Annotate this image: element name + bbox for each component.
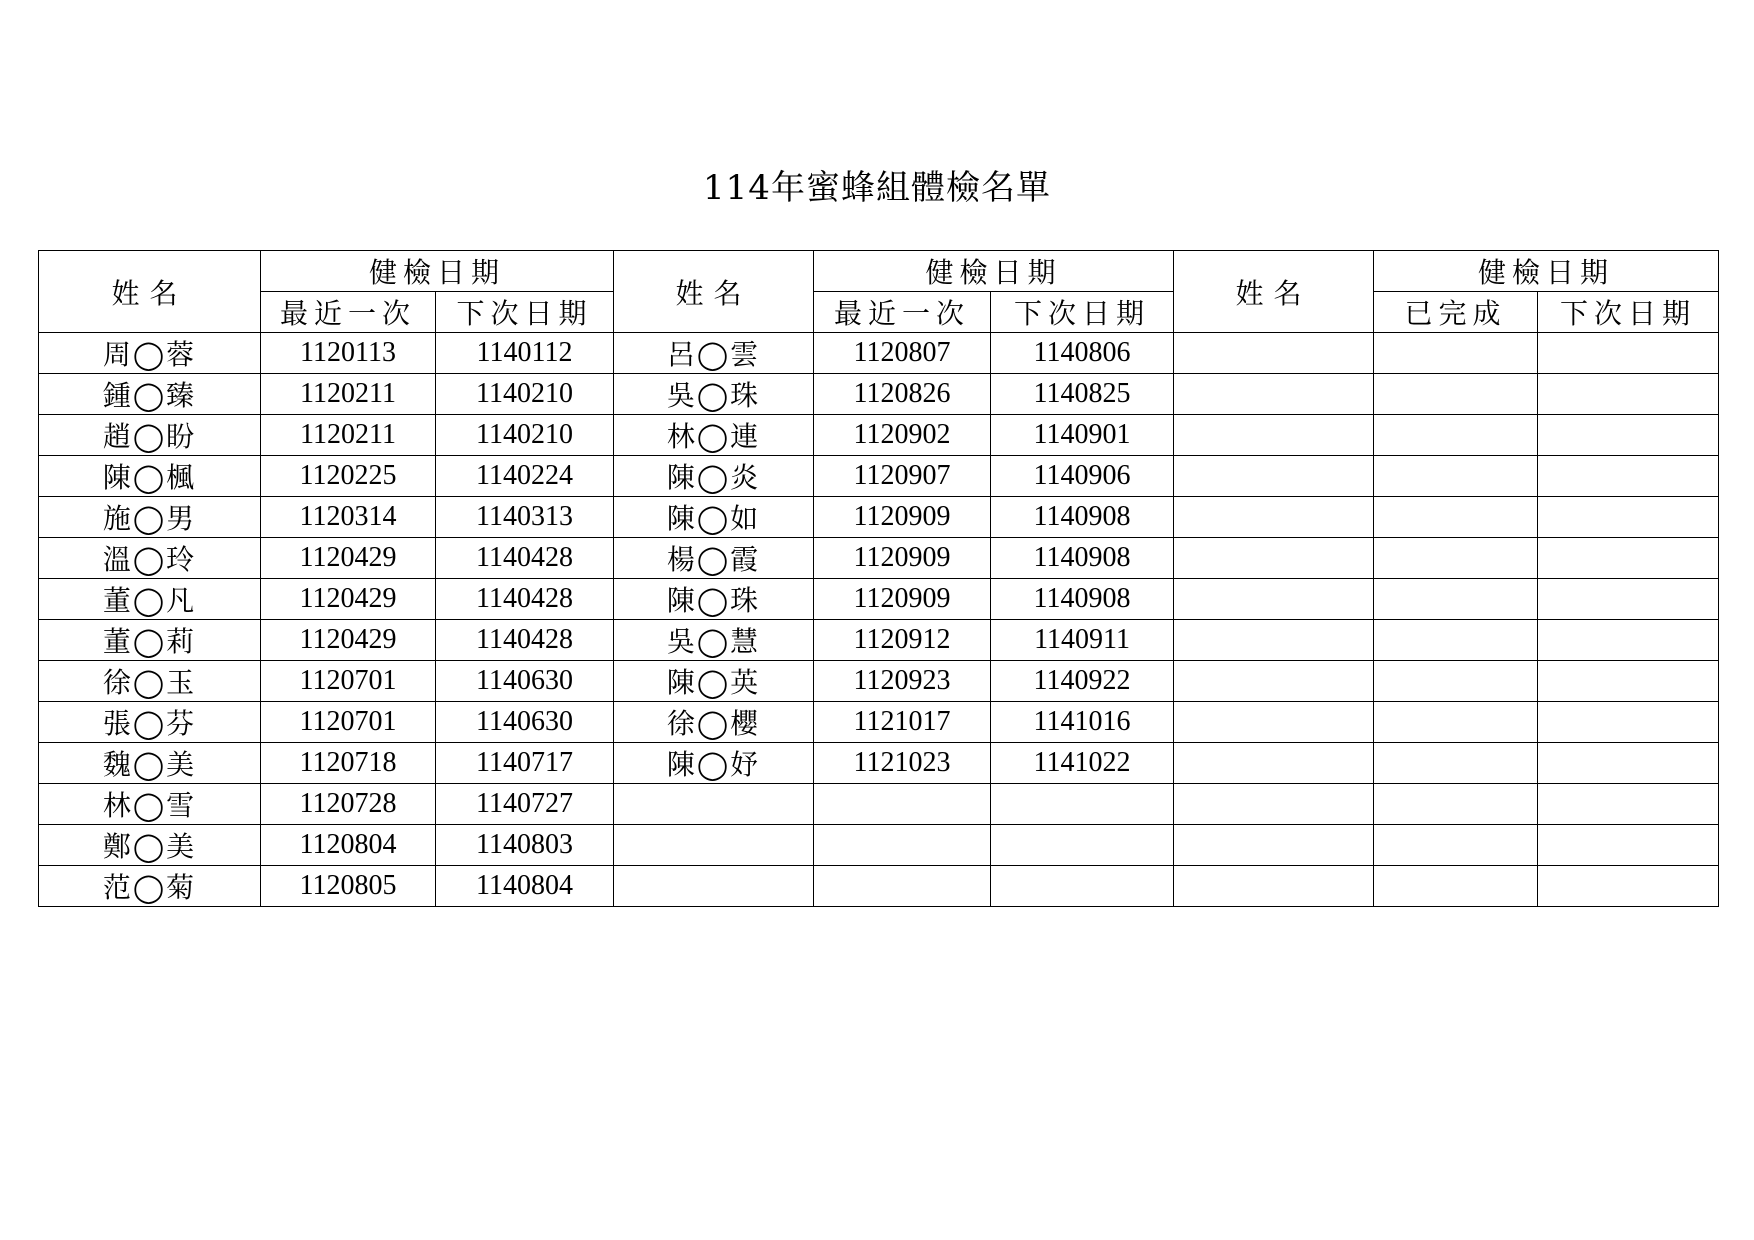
member-name-cell — [1174, 620, 1374, 661]
last-exam-date-cell: 1120826 — [814, 374, 991, 415]
table-row — [39, 579, 1719, 620]
next-exam-date-cell — [1538, 456, 1719, 497]
member-name-cell: 徐◯櫻 — [614, 702, 814, 743]
done-date-cell — [1374, 743, 1538, 784]
next-exam-date-cell — [1538, 661, 1719, 702]
last-exam-date-cell — [814, 784, 991, 825]
last-exam-date-cell: 1120909 — [814, 538, 991, 579]
member-name-cell: 呂◯雲 — [614, 333, 814, 374]
member-name-cell: 陳◯珠 — [614, 579, 814, 620]
next-exam-date-cell: 1140727 — [436, 784, 614, 825]
exam-roster-table — [38, 250, 1719, 907]
next-exam-date-cell: 1140922 — [991, 661, 1174, 702]
table-row — [39, 825, 1719, 866]
last-exam-date-cell: 1120805 — [261, 866, 436, 907]
header-next-1: 下次日期 — [436, 292, 614, 333]
header-name-2: 姓名 — [614, 251, 814, 333]
next-exam-date-cell: 1140908 — [991, 579, 1174, 620]
next-exam-date-cell — [1538, 497, 1719, 538]
table-row — [39, 743, 1719, 784]
member-name-cell: 鍾◯臻 — [39, 374, 261, 415]
next-exam-date-cell: 1140428 — [436, 579, 614, 620]
member-name-cell: 董◯莉 — [39, 620, 261, 661]
member-name-cell: 林◯連 — [614, 415, 814, 456]
next-exam-date-cell: 1141022 — [991, 743, 1174, 784]
header-name-3: 姓名 — [1174, 251, 1374, 333]
next-exam-date-cell — [1538, 702, 1719, 743]
member-name-cell: 林◯雪 — [39, 784, 261, 825]
next-exam-date-cell: 1140806 — [991, 333, 1174, 374]
member-name-cell — [614, 866, 814, 907]
member-name-cell: 張◯芬 — [39, 702, 261, 743]
next-exam-date-cell: 1140825 — [991, 374, 1174, 415]
member-name-cell — [1174, 825, 1374, 866]
member-name-cell: 溫◯玲 — [39, 538, 261, 579]
last-exam-date-cell — [814, 825, 991, 866]
header-exam-date-3: 健檢日期 — [1374, 251, 1719, 292]
next-exam-date-cell — [991, 784, 1174, 825]
last-exam-date-cell: 1120902 — [814, 415, 991, 456]
header-exam-date-2: 健檢日期 — [814, 251, 1174, 292]
member-name-cell — [1174, 743, 1374, 784]
last-exam-date-cell: 1121017 — [814, 702, 991, 743]
table-row — [39, 374, 1719, 415]
member-name-cell — [1174, 866, 1374, 907]
member-name-cell: 陳◯炎 — [614, 456, 814, 497]
next-exam-date-cell: 1140906 — [991, 456, 1174, 497]
next-exam-date-cell — [1538, 374, 1719, 415]
table-row — [39, 538, 1719, 579]
table-row — [39, 702, 1719, 743]
next-exam-date-cell: 1140210 — [436, 374, 614, 415]
table-row — [39, 415, 1719, 456]
done-date-cell — [1374, 497, 1538, 538]
member-name-cell: 施◯男 — [39, 497, 261, 538]
done-date-cell — [1374, 374, 1538, 415]
next-exam-date-cell: 1140908 — [991, 538, 1174, 579]
next-exam-date-cell — [1538, 333, 1719, 374]
table-row — [39, 661, 1719, 702]
last-exam-date-cell: 1120429 — [261, 579, 436, 620]
member-name-cell — [1174, 415, 1374, 456]
member-name-cell: 董◯凡 — [39, 579, 261, 620]
roster-body — [39, 333, 1719, 907]
done-date-cell — [1374, 702, 1538, 743]
last-exam-date-cell: 1120909 — [814, 579, 991, 620]
next-exam-date-cell — [1538, 415, 1719, 456]
next-exam-date-cell: 1141016 — [991, 702, 1174, 743]
member-name-cell — [614, 784, 814, 825]
next-exam-date-cell: 1140112 — [436, 333, 614, 374]
next-exam-date-cell: 1140630 — [436, 661, 614, 702]
done-date-cell — [1374, 661, 1538, 702]
header-next-3: 下次日期 — [1538, 292, 1719, 333]
member-name-cell: 周◯蓉 — [39, 333, 261, 374]
next-exam-date-cell: 1140803 — [436, 825, 614, 866]
done-date-cell — [1374, 620, 1538, 661]
last-exam-date-cell: 1120701 — [261, 661, 436, 702]
table-row — [39, 620, 1719, 661]
page-title: 114年蜜蜂組體檢名單 — [703, 168, 1051, 208]
member-name-cell: 陳◯妤 — [614, 743, 814, 784]
member-name-cell — [614, 825, 814, 866]
next-exam-date-cell: 1140717 — [436, 743, 614, 784]
header-row-top — [39, 251, 1719, 292]
member-name-cell — [1174, 497, 1374, 538]
next-exam-date-cell — [1538, 579, 1719, 620]
next-exam-date-cell — [1538, 538, 1719, 579]
next-exam-date-cell — [1538, 743, 1719, 784]
table-row — [39, 866, 1719, 907]
last-exam-date-cell: 1120807 — [814, 333, 991, 374]
header-last-1: 最近一次 — [261, 292, 436, 333]
next-exam-date-cell: 1140210 — [436, 415, 614, 456]
last-exam-date-cell: 1120314 — [261, 497, 436, 538]
member-name-cell — [1174, 538, 1374, 579]
last-exam-date-cell: 1120225 — [261, 456, 436, 497]
member-name-cell: 范◯菊 — [39, 866, 261, 907]
last-exam-date-cell: 1120909 — [814, 497, 991, 538]
member-name-cell: 陳◯楓 — [39, 456, 261, 497]
member-name-cell — [1174, 702, 1374, 743]
header-done-3: 已完成 — [1374, 292, 1538, 333]
member-name-cell: 吳◯慧 — [614, 620, 814, 661]
table-row — [39, 497, 1719, 538]
member-name-cell — [1174, 456, 1374, 497]
last-exam-date-cell: 1120701 — [261, 702, 436, 743]
done-date-cell — [1374, 538, 1538, 579]
last-exam-date-cell: 1120804 — [261, 825, 436, 866]
member-name-cell — [1174, 579, 1374, 620]
last-exam-date-cell: 1120728 — [261, 784, 436, 825]
next-exam-date-cell — [1538, 825, 1719, 866]
member-name-cell — [1174, 374, 1374, 415]
next-exam-date-cell: 1140901 — [991, 415, 1174, 456]
member-name-cell: 楊◯霞 — [614, 538, 814, 579]
table-row — [39, 456, 1719, 497]
table-row — [39, 784, 1719, 825]
next-exam-date-cell: 1140313 — [436, 497, 614, 538]
done-date-cell — [1374, 579, 1538, 620]
header-next-2: 下次日期 — [991, 292, 1174, 333]
last-exam-date-cell: 1120113 — [261, 333, 436, 374]
done-date-cell — [1374, 825, 1538, 866]
last-exam-date-cell: 1120718 — [261, 743, 436, 784]
done-date-cell — [1374, 784, 1538, 825]
table-row — [39, 333, 1719, 374]
next-exam-date-cell: 1140428 — [436, 620, 614, 661]
done-date-cell — [1374, 456, 1538, 497]
member-name-cell — [1174, 333, 1374, 374]
last-exam-date-cell: 1120211 — [261, 374, 436, 415]
done-date-cell — [1374, 866, 1538, 907]
member-name-cell: 趙◯盼 — [39, 415, 261, 456]
member-name-cell — [1174, 784, 1374, 825]
next-exam-date-cell — [991, 825, 1174, 866]
header-row-sub — [39, 292, 1719, 333]
last-exam-date-cell: 1120429 — [261, 538, 436, 579]
next-exam-date-cell: 1140224 — [436, 456, 614, 497]
next-exam-date-cell — [1538, 620, 1719, 661]
member-name-cell — [1174, 661, 1374, 702]
last-exam-date-cell: 1120923 — [814, 661, 991, 702]
member-name-cell: 魏◯美 — [39, 743, 261, 784]
next-exam-date-cell — [1538, 866, 1719, 907]
member-name-cell: 徐◯玉 — [39, 661, 261, 702]
next-exam-date-cell: 1140911 — [991, 620, 1174, 661]
next-exam-date-cell: 1140428 — [436, 538, 614, 579]
last-exam-date-cell: 1120211 — [261, 415, 436, 456]
last-exam-date-cell: 1120912 — [814, 620, 991, 661]
last-exam-date-cell: 1121023 — [814, 743, 991, 784]
done-date-cell — [1374, 415, 1538, 456]
next-exam-date-cell: 1140804 — [436, 866, 614, 907]
header-name-1: 姓名 — [39, 251, 261, 333]
member-name-cell: 陳◯如 — [614, 497, 814, 538]
done-date-cell — [1374, 333, 1538, 374]
next-exam-date-cell: 1140630 — [436, 702, 614, 743]
next-exam-date-cell — [1538, 784, 1719, 825]
member-name-cell: 吳◯珠 — [614, 374, 814, 415]
last-exam-date-cell — [814, 866, 991, 907]
last-exam-date-cell: 1120907 — [814, 456, 991, 497]
header-exam-date-1: 健檢日期 — [261, 251, 614, 292]
header-last-2: 最近一次 — [814, 292, 991, 333]
member-name-cell: 陳◯英 — [614, 661, 814, 702]
next-exam-date-cell — [991, 866, 1174, 907]
member-name-cell: 鄭◯美 — [39, 825, 261, 866]
next-exam-date-cell: 1140908 — [991, 497, 1174, 538]
last-exam-date-cell: 1120429 — [261, 620, 436, 661]
